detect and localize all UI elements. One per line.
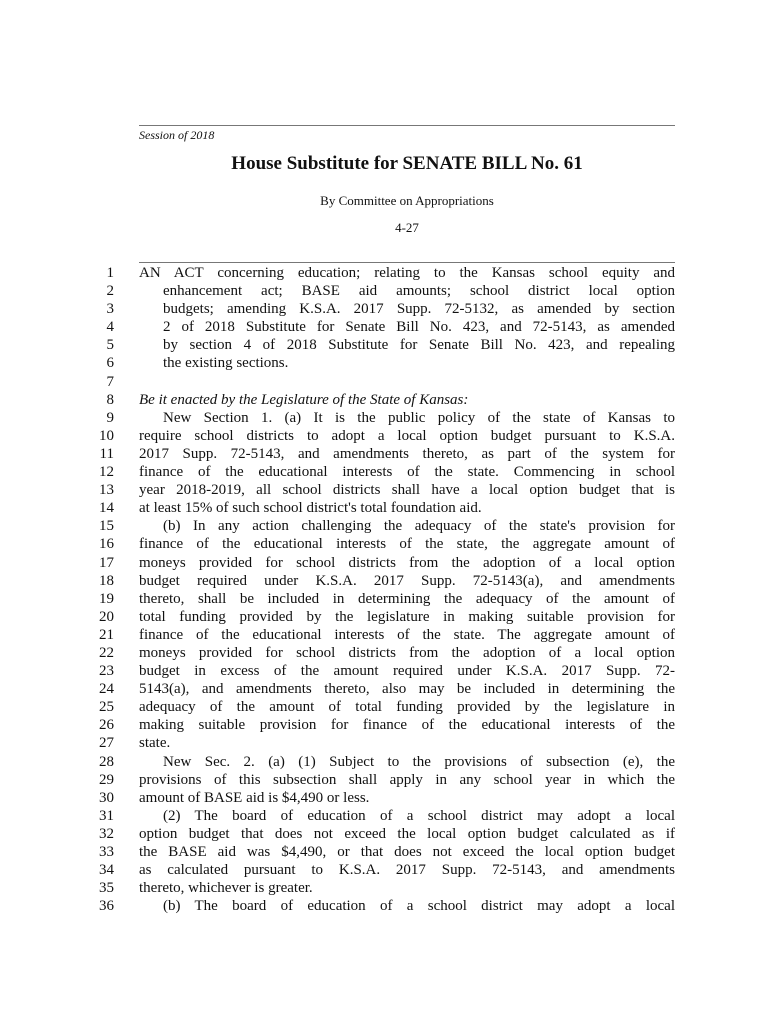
bill-line	[0, 499, 770, 517]
line-text: state.	[139, 735, 171, 752]
line-number: 4	[106, 319, 114, 336]
line-number: 11	[99, 445, 114, 462]
line-number: 23	[99, 663, 114, 680]
bill-line	[0, 608, 770, 626]
line-text: amount of BASE aid is $4,490 or less.	[139, 789, 370, 806]
bill-line	[0, 409, 770, 427]
line-number: 31	[99, 807, 114, 824]
bill-line	[0, 734, 770, 752]
line-text: Be it enacted by the Legislature of the State of Kansas:	[139, 391, 469, 408]
line-number: 18	[99, 572, 114, 589]
line-text: New Section 1. (a) It is the public policy of the state of Kansas to	[163, 409, 675, 426]
bill-title: House Substitute for SENATE BILL No. 61	[231, 153, 583, 174]
line-text: as calculated pursuant to K.S.A. 2017 Supp. 72-5143, and amendments	[139, 862, 675, 879]
line-number: 10	[99, 427, 114, 444]
line-number: 6	[106, 355, 114, 372]
bill-line	[0, 535, 770, 553]
line-text: thereto, shall be included in determining the adequacy of the amount of	[139, 590, 675, 607]
bill-line	[0, 282, 770, 300]
line-text: 2 of 2018 Substitute for Senate Bill No. 423, and 72-5143, as amended	[163, 319, 675, 336]
bill-line	[0, 391, 770, 409]
bill-line	[0, 807, 770, 825]
line-text: 5143(a), and amendments thereto, also may be included in determining the	[139, 681, 675, 698]
line-number: 12	[99, 464, 114, 481]
line-text: the existing sections.	[163, 355, 289, 372]
line-text: the BASE aid was $4,490, or that does not exceed the local option budget	[139, 844, 675, 860]
line-text: at least 15% of such school district's total foundation aid.	[139, 500, 482, 517]
line-text: moneys provided for school districts from the adoption of a local option	[139, 644, 675, 661]
line-number: 24	[99, 681, 114, 698]
line-text: 2017 Supp. 72-5143, and amendments thereto, as part of the system for	[139, 445, 675, 462]
bill-line	[0, 373, 770, 391]
line-text: enhancement act; BASE aid amounts; school district local option	[163, 283, 675, 300]
line-number: 26	[99, 717, 114, 734]
line-number: 17	[99, 554, 114, 571]
line-number: 1	[106, 265, 114, 281]
line-number: 15	[99, 518, 114, 535]
line-number: 8	[106, 391, 114, 408]
line-number: 7	[106, 373, 114, 390]
line-text: making suitable provision for finance of the educational interests of the	[139, 717, 675, 734]
bill-line	[0, 590, 770, 608]
line-text: adequacy of the amount of total funding provided by the legislature in	[139, 699, 675, 716]
line-number: 32	[99, 825, 114, 842]
line-number: 22	[99, 644, 114, 661]
line-number: 27	[99, 735, 114, 752]
bill-date: 4-27	[395, 220, 419, 235]
bill-line	[0, 789, 770, 807]
bill-line	[0, 680, 770, 698]
bill-line	[0, 698, 770, 716]
bill-line	[0, 662, 770, 680]
line-text: (2) The board of education of a school district may adopt a local	[163, 807, 675, 824]
line-number: 3	[106, 301, 114, 318]
bill-line	[0, 336, 770, 354]
bill-line	[0, 644, 770, 662]
line-text: New Sec. 2. (a) (1) Subject to the provisions of subsection (e), the	[163, 753, 675, 770]
line-number: 25	[99, 699, 114, 716]
line-text: budget required under K.S.A. 2017 Supp. 72-5143(a), and amendments	[139, 572, 675, 589]
bill-line	[0, 825, 770, 843]
bill-line	[0, 481, 770, 499]
bill-line	[0, 300, 770, 318]
line-number: 19	[99, 590, 114, 607]
bill-line	[0, 861, 770, 879]
line-number: 20	[99, 608, 114, 625]
line-text: (b) The board of education of a school district may adopt a local	[163, 898, 675, 915]
bill-line	[0, 753, 770, 771]
line-text: finance of the educational interests of the state. Commencing in school	[139, 464, 675, 481]
line-text: (b) In any action challenging the adequacy of the state's provision for	[163, 518, 675, 535]
bill-line	[0, 517, 770, 535]
line-text: AN ACT concerning education; relating to the Kansas school equity and	[139, 265, 675, 281]
line-text: year 2018-2019, all school districts shall have a local option budget that is	[139, 482, 675, 499]
line-text: finance of the educational interests of the state, the aggregate amount of	[139, 536, 675, 553]
sponsor-byline: By Committee on Appropriations	[320, 193, 494, 208]
line-number: 29	[99, 771, 114, 788]
line-text: provisions of this subsection shall apply in any school year in which the	[139, 771, 675, 788]
bill-line	[0, 879, 770, 897]
bill-body	[0, 264, 770, 915]
line-text: by section 4 of 2018 Substitute for Senate Bill No. 423, and repealing	[163, 337, 675, 354]
bill-line	[0, 626, 770, 644]
bill-line	[0, 354, 770, 372]
line-number: 30	[99, 789, 114, 806]
line-number: 13	[99, 482, 114, 499]
line-text: total funding provided by the legislature in making suitable provision for	[139, 608, 675, 625]
bill-line	[0, 554, 770, 572]
line-number: 33	[99, 844, 114, 860]
line-number: 21	[99, 626, 114, 643]
line-text: thereto, whichever is greater.	[139, 880, 313, 897]
line-number: 34	[99, 862, 114, 879]
line-number: 16	[99, 536, 114, 553]
line-text: option budget that does not exceed the local option budget calculated as if	[139, 825, 675, 842]
line-number: 14	[99, 500, 114, 517]
line-number: 5	[106, 337, 114, 354]
line-text: require school districts to adopt a local option budget pursuant to K.S.A.	[139, 427, 675, 444]
bill-line	[0, 427, 770, 445]
header-divider	[139, 262, 675, 263]
bill-line	[0, 463, 770, 481]
bill-line	[0, 264, 770, 282]
line-text: budget in excess of the amount required under K.S.A. 2017 Supp. 72-	[139, 663, 675, 680]
bill-line	[0, 445, 770, 463]
line-number: 28	[99, 753, 114, 770]
line-number: 35	[99, 880, 114, 897]
bill-line	[0, 843, 770, 861]
bill-line	[0, 771, 770, 789]
line-number: 36	[99, 898, 114, 915]
bill-line	[0, 572, 770, 590]
bill-line	[0, 897, 770, 915]
bill-line	[0, 716, 770, 734]
line-text: finance of the educational interests of the state. The aggregate amount of	[139, 626, 675, 643]
bill-line	[0, 318, 770, 336]
line-number: 2	[106, 283, 114, 300]
session-label: Session of 2018	[139, 125, 675, 143]
line-text: budgets; amending K.S.A. 2017 Supp. 72-5132, as amended by section	[163, 301, 675, 318]
line-text: moneys provided for school districts from the adoption of a local option	[139, 554, 675, 571]
line-number: 9	[106, 409, 114, 426]
